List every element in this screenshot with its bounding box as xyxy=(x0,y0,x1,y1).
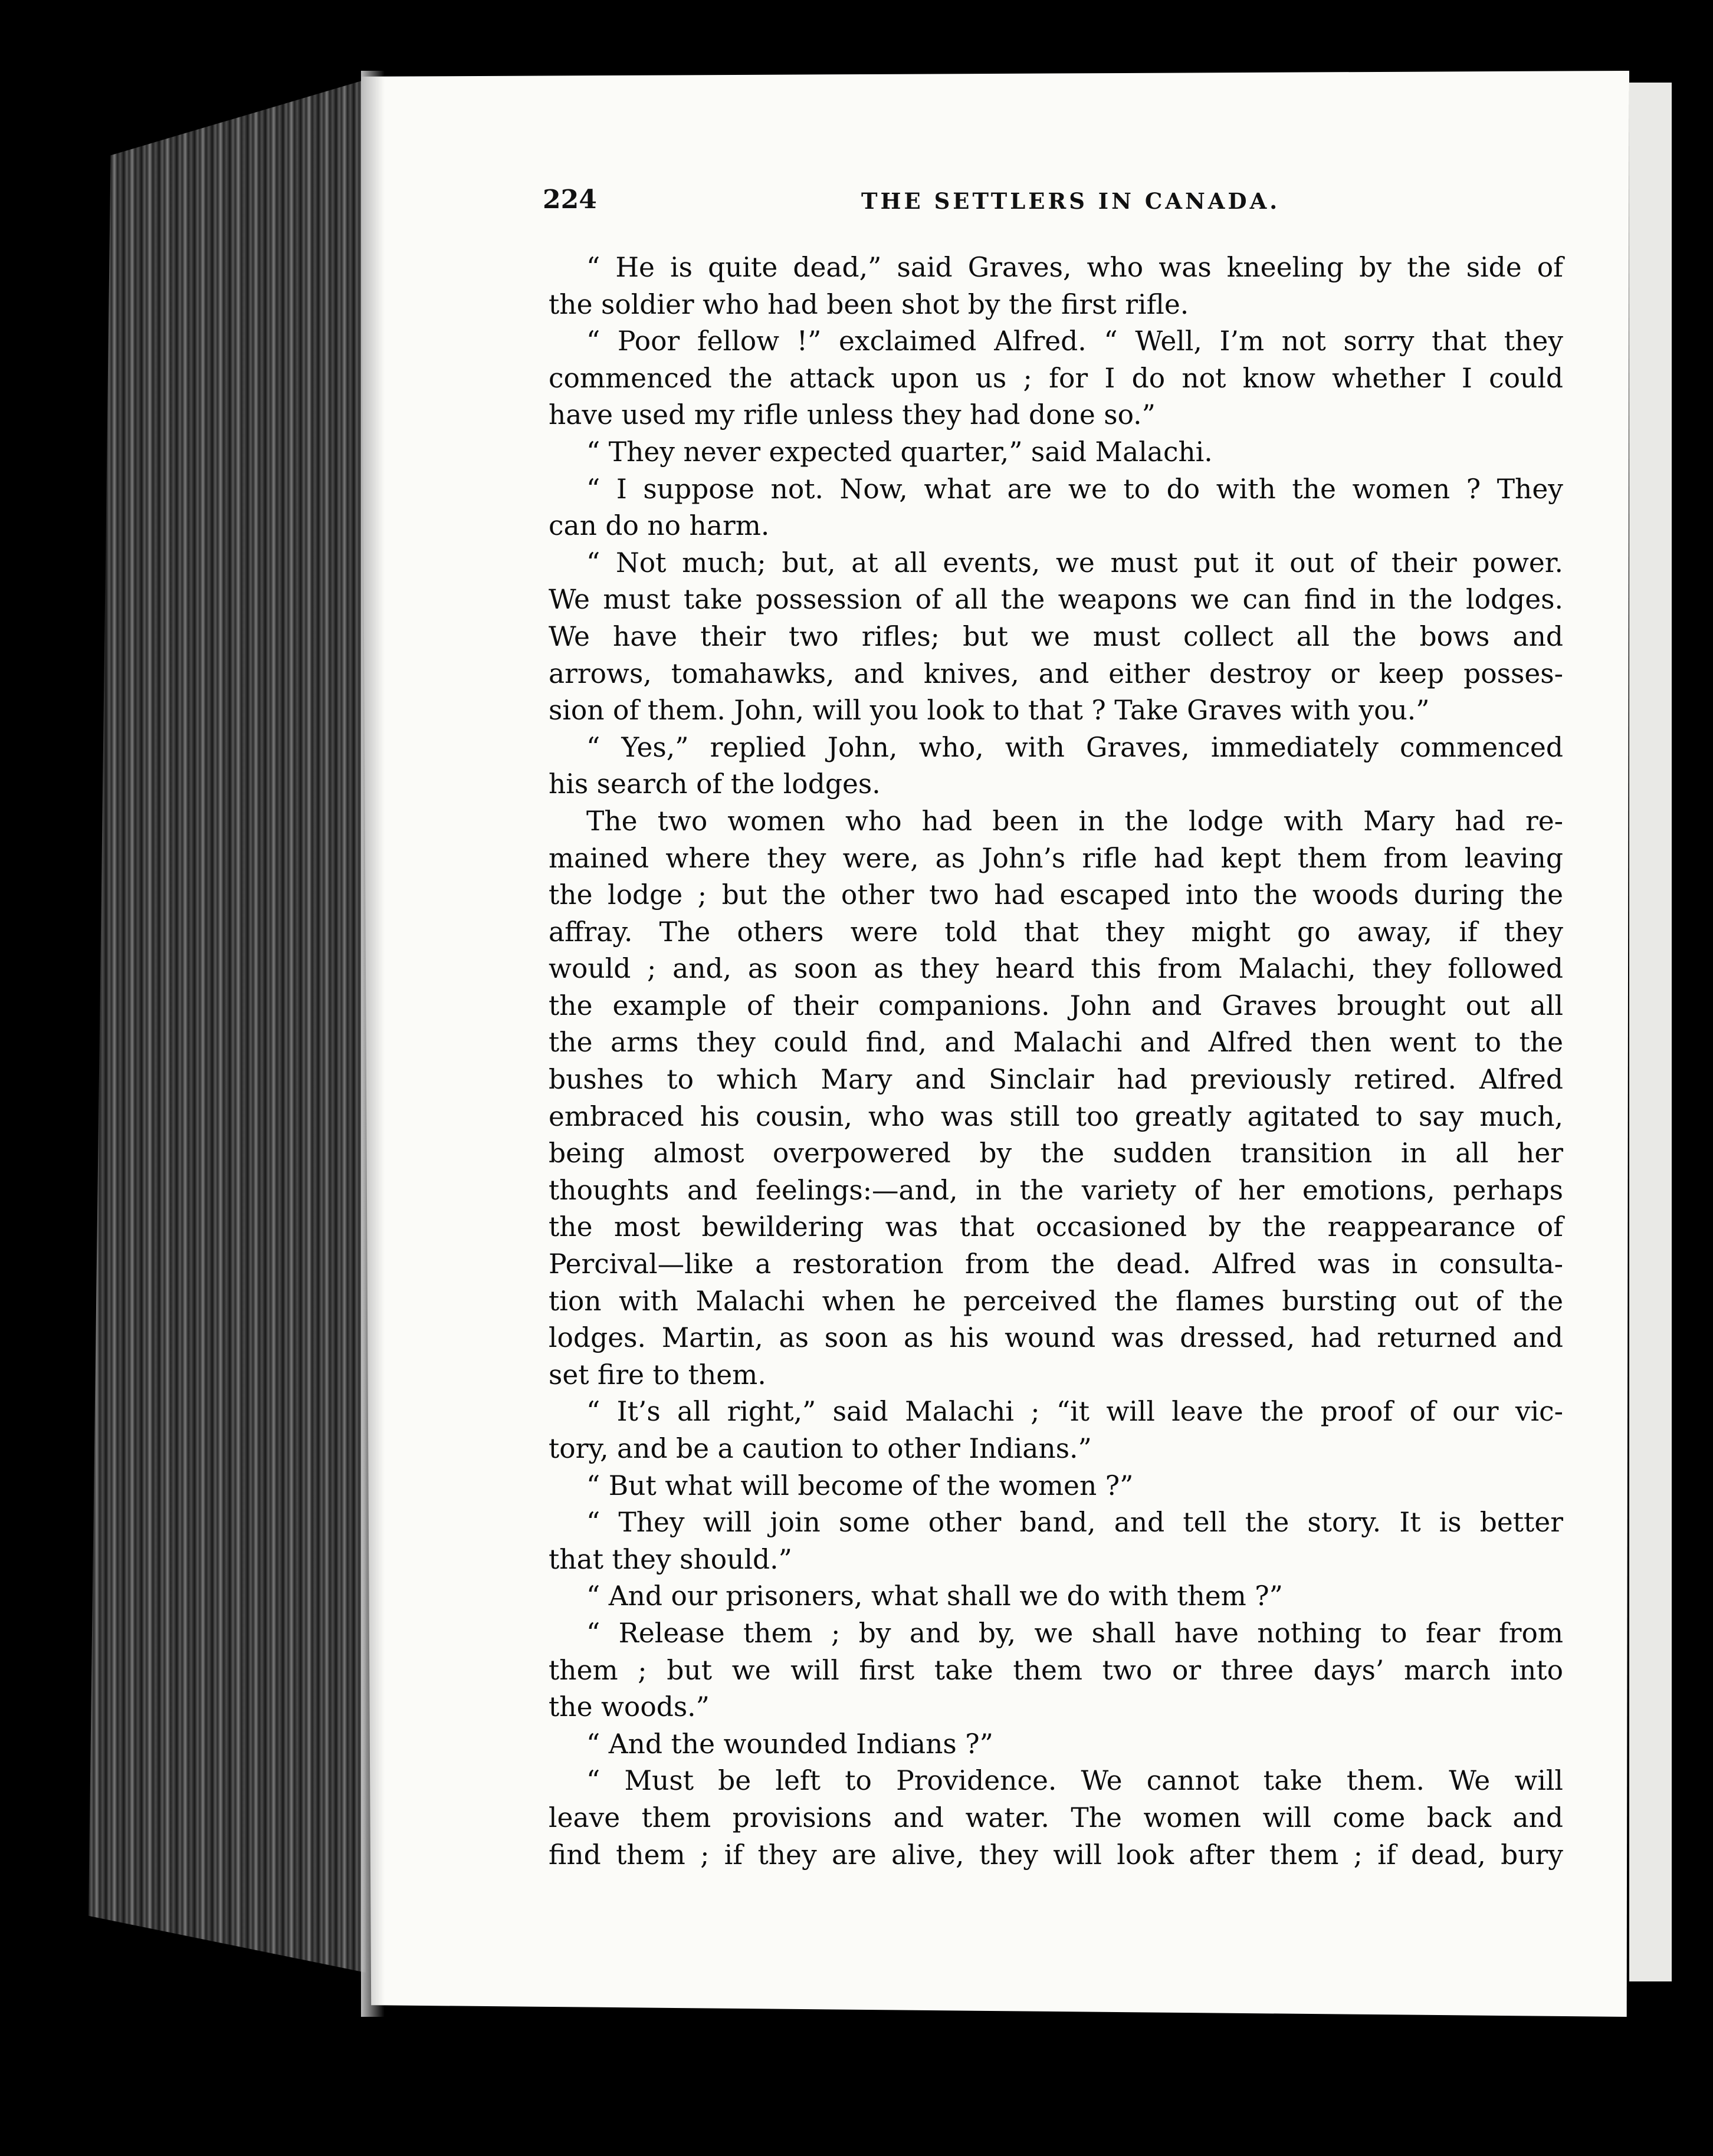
text-line: We have their two rifles; but we must collect all the bows and xyxy=(549,620,1563,652)
running-head-title: THE SETTLERS IN CANADA. xyxy=(861,188,1281,214)
text-line: affray. The others were told that they might go away, if they xyxy=(549,916,1563,948)
text-line: sion of them. John, will you look to that ? Take Graves with you.” xyxy=(549,695,1430,727)
text-line: “ I suppose not. Now, what are we to do with the women ? They xyxy=(586,473,1563,505)
text-line: mained where they were, as John’s rifle had kept them from leaving xyxy=(549,842,1563,874)
text-line: the arms they could find, and Malachi and Alfred then went to the xyxy=(549,1027,1563,1059)
text-line: the woods.” xyxy=(549,1691,710,1723)
gutter-shadow xyxy=(361,71,385,2017)
running-head xyxy=(543,185,1581,220)
text-line: leave them provisions and water. The women will come back and xyxy=(549,1802,1563,1833)
text-line: “ Must be left to Providence. We cannot take them. We will xyxy=(586,1765,1563,1797)
text-line: embraced his cousin, who was still too greatly agitated to say much, xyxy=(549,1100,1563,1132)
text-line: his search of the lodges. xyxy=(549,768,881,800)
book-page-edges xyxy=(88,80,366,1973)
text-line: The two women who had been in the lodge with Mary had re- xyxy=(586,805,1563,837)
text-line: “ And the wounded Indians ?” xyxy=(586,1728,993,1760)
text-line: that they should.” xyxy=(549,1543,792,1575)
text-line: them ; but we will first take them two or three days’ march into xyxy=(549,1654,1563,1686)
text-line: the most bewildering was that occasioned by the reappearance of xyxy=(549,1211,1563,1243)
text-line: “ They never expected quarter,” said Malachi. xyxy=(586,436,1213,468)
text-line: find them ; if they are alive, they will look after them ; if dead, bury xyxy=(549,1839,1563,1871)
page-number: 224 xyxy=(543,185,597,215)
text-line: the lodge ; but the other two had escaped into the woods during the xyxy=(549,879,1563,911)
body-text xyxy=(549,249,1563,1874)
text-line: bushes to which Mary and Sinclair had previously retired. Alfred xyxy=(549,1064,1563,1096)
text-line: “ Not much; but, at all events, we must put it out of their power. xyxy=(586,547,1563,579)
text-line: the example of their companions. John and Graves brought out all xyxy=(549,990,1563,1021)
text-line: set fire to them. xyxy=(549,1359,766,1391)
text-line: lodges. Martin, as soon as his wound was dressed, had returned and xyxy=(549,1322,1563,1354)
text-line: “ And our prisoners, what shall we do with them ?” xyxy=(586,1580,1283,1612)
facing-page-edge xyxy=(1629,83,1672,1981)
text-line: would ; and, as soon as they heard this from Malachi, they followed xyxy=(549,953,1563,985)
text-line: commenced the attack upon us ; for I do not know whether I could xyxy=(549,362,1563,394)
text-line: can do no harm. xyxy=(549,510,770,542)
text-line: thoughts and feelings:—and, in the variety of her emotions, perhaps xyxy=(549,1174,1563,1206)
text-line: have used my rifle unless they had done so.” xyxy=(549,399,1156,431)
text-line: tion with Malachi when he perceived the flames bursting out of the xyxy=(549,1285,1563,1317)
text-line: “ Release them ; by and by, we shall have nothing to fear from xyxy=(586,1617,1563,1649)
text-line: “ Poor fellow !” exclaimed Alfred. “ Well, I’m not sorry that they xyxy=(586,326,1563,357)
text-line: “ Yes,” replied John, who, with Graves, immediately commenced xyxy=(586,731,1563,763)
text-line: “ It’s all right,” said Malachi ; “it will leave the proof of our vic- xyxy=(586,1396,1563,1428)
text-line: We must take possession of all the weapons we can find in the lodges. xyxy=(549,584,1563,616)
text-line: “ He is quite dead,” said Graves, who was kneeling by the side of xyxy=(586,252,1563,283)
text-line: the soldier who had been shot by the first rifle. xyxy=(549,288,1189,320)
text-line: arrows, tomahawks, and knives, and either destroy or keep posses- xyxy=(549,658,1563,689)
text-line: “ But what will become of the women ?” xyxy=(586,1470,1134,1501)
text-line: Percival—like a restoration from the dead. Alfred was in consulta- xyxy=(549,1248,1563,1280)
text-line: “ They will join some other band, and tell the story. It is better xyxy=(586,1507,1563,1539)
text-line: being almost overpowered by the sudden transition in all her xyxy=(549,1138,1563,1169)
text-line: tory, and be a caution to other Indians.” xyxy=(549,1433,1092,1464)
